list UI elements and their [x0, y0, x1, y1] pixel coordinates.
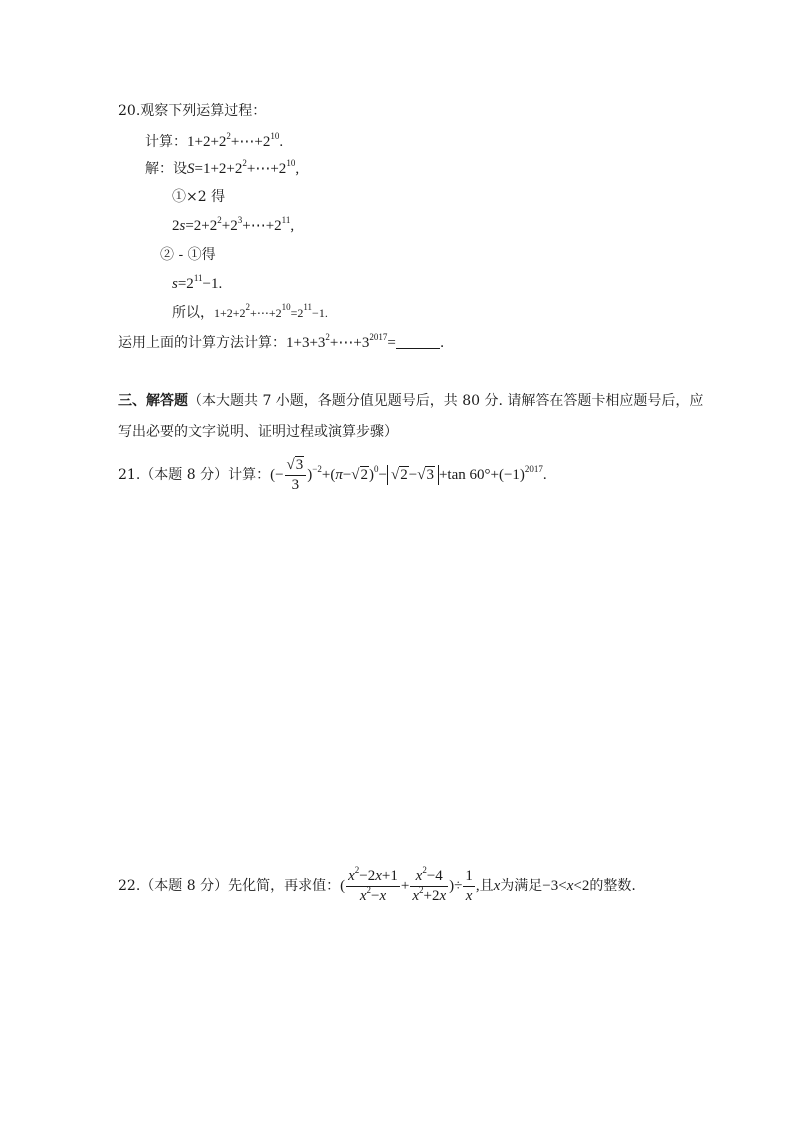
- therefore-label: 所以，: [172, 305, 214, 321]
- q20-solution-line: [145, 160, 299, 178]
- q20-step1-formula: $2s=2+2^2+2^3+\cdots+2^{11}$,: [172, 215, 295, 234]
- formula-result: $1+2+2^2+\cdots+2^{10}=2^{11}-1$.: [214, 302, 328, 320]
- section3-heading-line: [118, 392, 703, 410]
- q20-step2-label: ② - ①得: [160, 247, 216, 263]
- section3-desc-line2: 写出必要的文字说明、证明过程或演算步骤）: [118, 424, 398, 440]
- q22-condition-post: 的整数.: [589, 878, 636, 894]
- q21-expression: (− $\frac{√3}{3}$ )$^{-2}+(\pi-√2)^0- √2-√3 +\tan$ $60^\circ+(-1)^{2017}$.: [270, 457, 547, 494]
- formula-sum-powers-of-3: $1+3+3^2+\cdots+3^{2017}=$: [286, 332, 396, 351]
- q21-number: 21.（本题 8 分）计算：: [118, 467, 271, 483]
- formula-define-s: $S=1+2+2^2+\cdots+2^{10}$,: [187, 158, 300, 177]
- q20-title: 20.观察下列运算过程：: [118, 103, 267, 119]
- formula-sum-powers-of-2: $1+2+2^2+\cdots+2^{10}$.: [187, 131, 284, 150]
- q22-line: 22.（本题 8 分）先化简，再求值：( $\frac{x^2-2x+1}{x^2-x}$ + $\frac{x^2-4}{x^2+2x}$ )÷ $\frac{1}{x}$ ,且x为满足−3<x<2的整数.: [118, 865, 636, 905]
- q20-step1-label: ①×2 得: [172, 189, 226, 205]
- section3-desc-line1: （本大题共 7 小题，各题分值见题号后，共 80 分. 请解答在答题卡相应题号后，应: [188, 393, 704, 409]
- q20-therefore-line: [172, 304, 328, 322]
- question-text: 运用上面的计算方法计算：: [118, 335, 286, 351]
- q20-question-line: 运用上面的计算方法计算：$1+3+3^2+\cdots+3^{2017}=$ .: [118, 332, 445, 351]
- section3-title: 三、解答题: [118, 393, 188, 409]
- q22-number: 22.（本题 8 分）先化简，再求值：: [118, 878, 341, 894]
- q22-condition-mid: 为满足: [500, 878, 543, 894]
- q22-expression: ( $\frac{x^2-2x+1}{x^2-x}$ + $\frac{x^2-4}{x^2+2x}$ )÷ $\frac{1}{x}$ ,: [340, 865, 480, 905]
- q21-line: [118, 457, 547, 494]
- q20-compute-line: [145, 133, 283, 151]
- q22-inequality: −3<x<2: [542, 878, 590, 894]
- answer-blank[interactable]: [396, 336, 440, 349]
- q20-step2-formula: $s=2^{11}-1$.: [172, 273, 223, 292]
- compute-label: 计算：: [145, 134, 187, 150]
- solution-label: 解：设: [145, 161, 187, 177]
- q22-condition-pre: 且: [479, 878, 494, 894]
